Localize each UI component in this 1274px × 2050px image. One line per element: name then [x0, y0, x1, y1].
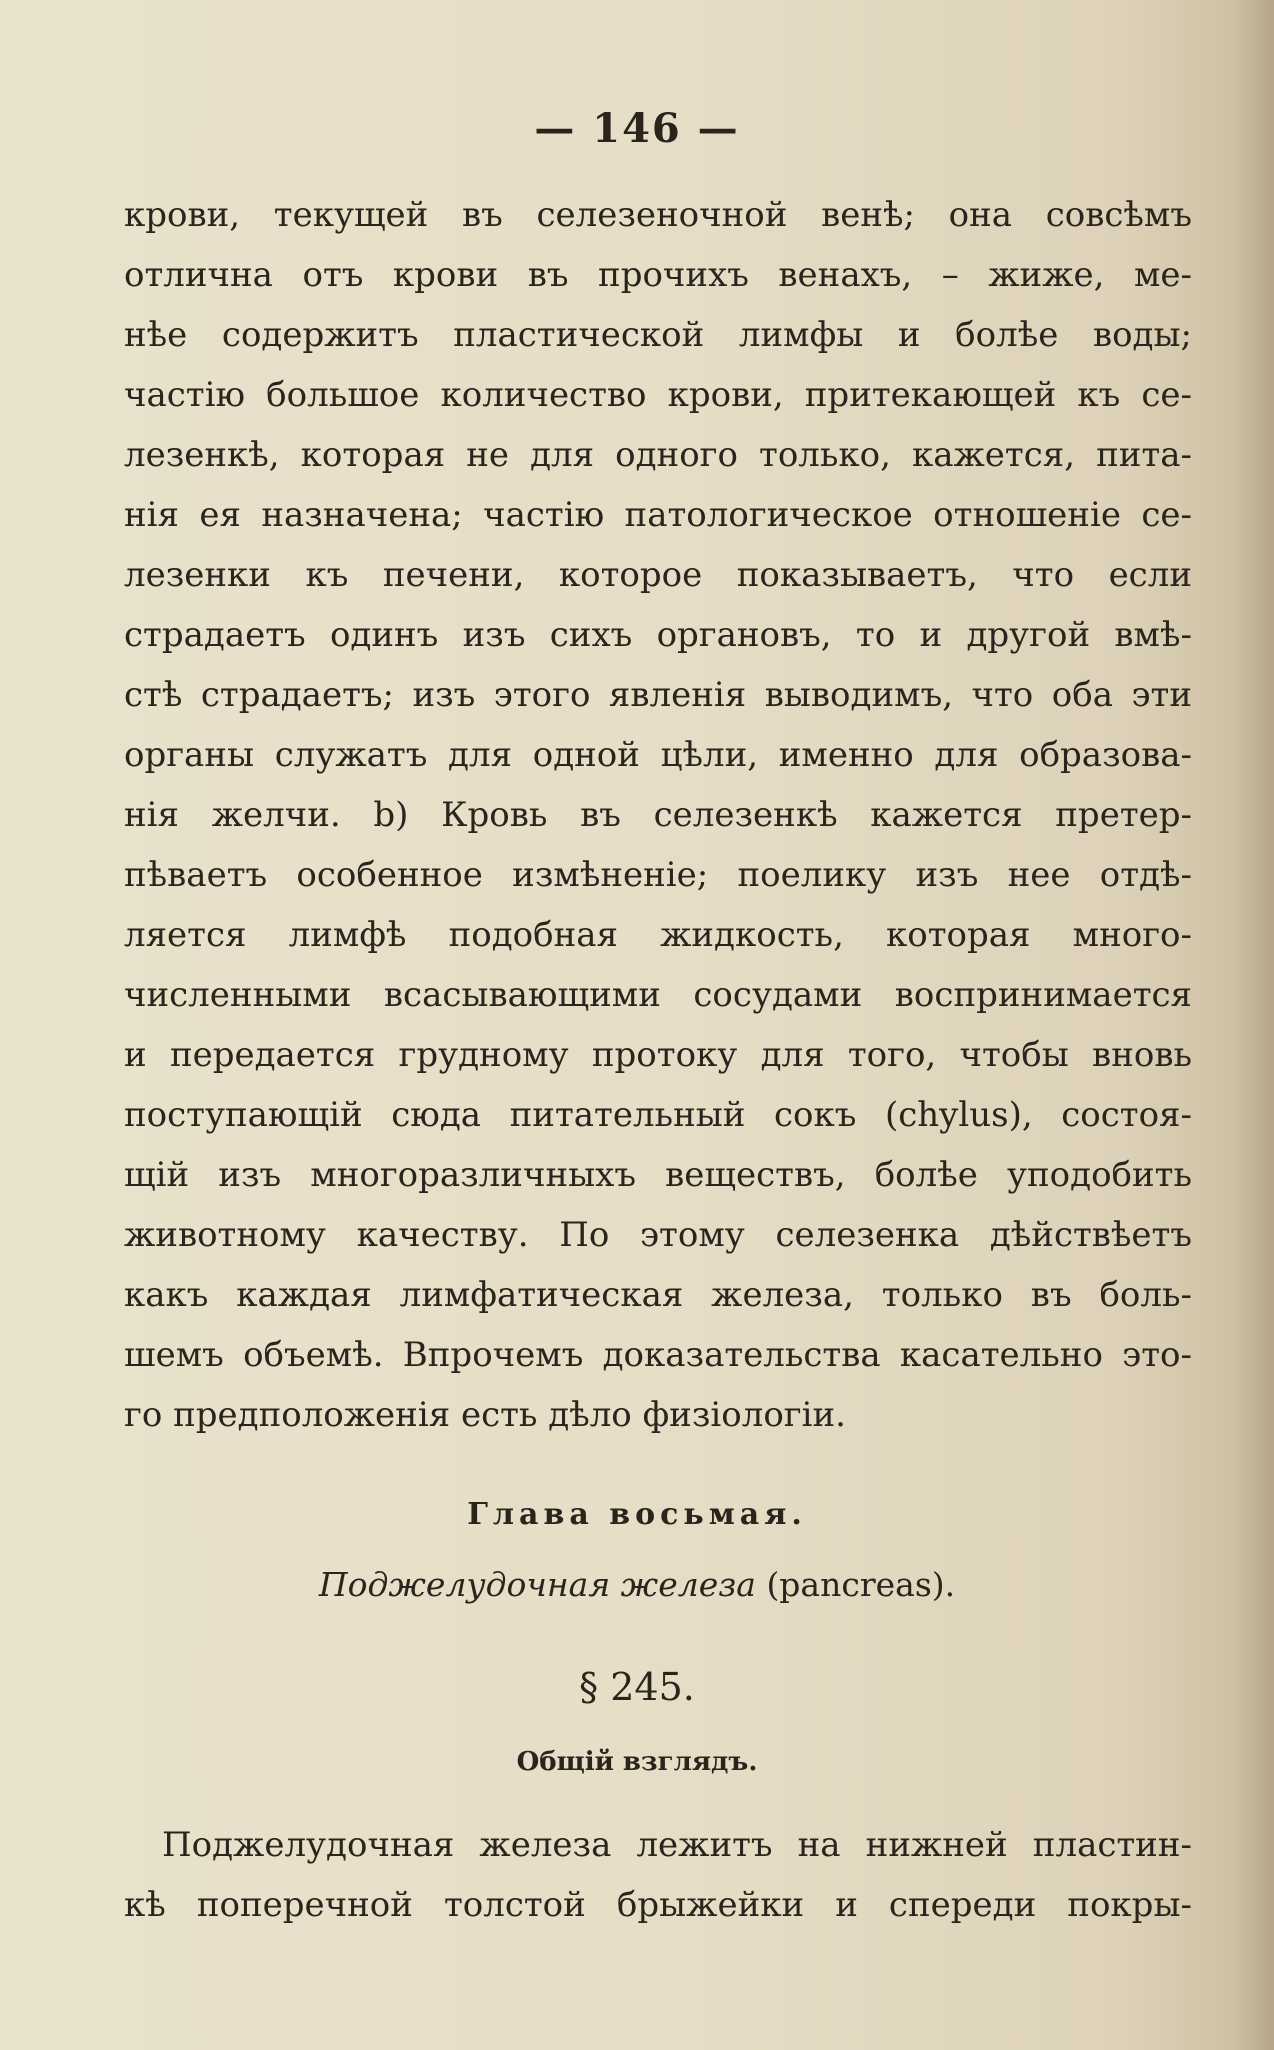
text-line: пѣваетъ особенное измѣненіе; поелику изъ нее отдѣ- — [124, 855, 1192, 895]
section-title-latin: (pancreas). — [766, 1565, 956, 1604]
text-line: частію большое количество крови, притекающей къ се- — [124, 375, 1192, 415]
page-number: — 146 — — [534, 105, 740, 152]
text-line: животному качеству. По этому селезенка дѣйствѣетъ — [124, 1215, 1192, 1255]
text-line: численными всасывающими сосудами воспринимается — [124, 975, 1192, 1015]
section-title-italic: Поджелудочная железа — [318, 1565, 756, 1604]
text-line: ляется лимфѣ подобная жидкость, которая много- — [124, 915, 1192, 955]
text-line: стѣ страдаетъ; изъ этого явленія выводимъ, что оба эти — [124, 675, 1192, 715]
text-line: органы служатъ для одной цѣли, именно для образова- — [124, 735, 1192, 775]
text-line: нія ея назначена; частію патологическое отношеніе се- — [124, 495, 1192, 535]
page-edge-shadow — [1234, 0, 1274, 2050]
paragraph-2 — [124, 1815, 1192, 1935]
text-line: кѣ поперечной толстой брыжейки и спереди покры- — [124, 1885, 1192, 1925]
text-line: отлична отъ крови въ прочихъ венахъ, – жиже, ме- — [124, 255, 1192, 295]
text-line: го предположенія есть дѣло физіологіи. — [124, 1395, 846, 1435]
text-line: крови, текущей въ селезеночной венѣ; она совсѣмъ — [124, 195, 1192, 235]
text-line: нѣе содержитъ пластической лимфы и болѣе воды; — [124, 315, 1192, 355]
text-line: поступающій сюда питательный сокъ (chylus), состоя- — [124, 1095, 1192, 1135]
text-line: нія желчи. b) Кровь въ селезенкѣ кажется претер- — [124, 795, 1192, 835]
chapter-title: Глава восьмая. — [467, 1497, 807, 1532]
section-title — [0, 1565, 1274, 1604]
subheading: Общій взглядъ. — [516, 1747, 758, 1777]
text-line: шемъ объемѣ. Впрочемъ доказательства касательно это- — [124, 1335, 1192, 1375]
text-line: лезенкѣ, которая не для одного только, кажется, пита- — [124, 435, 1192, 475]
text-line: щій изъ многоразличныхъ веществъ, болѣе уподобить — [124, 1155, 1192, 1195]
text-line: какъ каждая лимфатическая железа, только въ боль- — [124, 1275, 1192, 1315]
paragraph-1 — [124, 185, 1192, 1445]
text-line: страдаетъ одинъ изъ сихъ органовъ, то и другой вмѣ- — [124, 615, 1192, 655]
text-line: Поджелудочная железа лежитъ на нижней пластин- — [162, 1825, 1192, 1865]
paragraph-number: § 245. — [579, 1665, 695, 1709]
text-line: и передается грудному протоку для того, чтобы вновь — [124, 1035, 1192, 1075]
text-line: лезенки къ печени, которое показываетъ, что если — [124, 555, 1192, 595]
